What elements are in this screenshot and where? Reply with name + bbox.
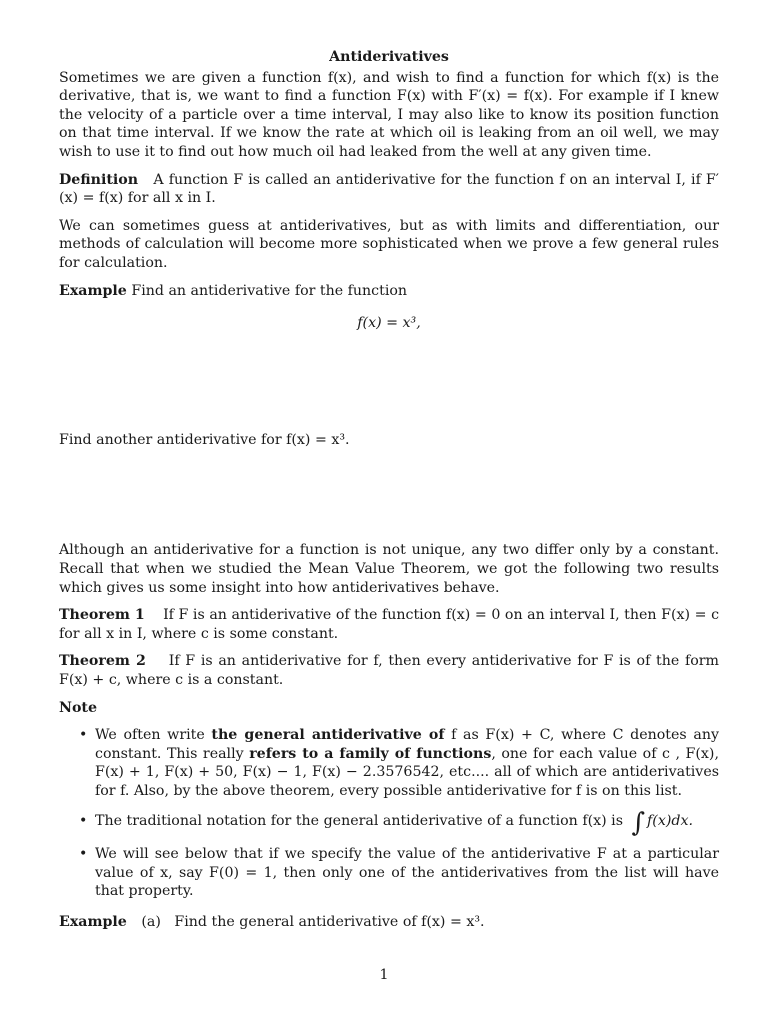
page-number: 1 (379, 967, 389, 983)
theorem-2-text: If F is an antiderivative for f, then every antiderivative for F is of the form F(x) + c, where c is a constant. (59, 653, 720, 688)
theorem-2-label: Theorem 2 (59, 653, 146, 670)
intro-paragraph: Sometimes we are given a function f(x), and wish to find a function for which f(x) is the derivative, that is, we want to find a function F(x) with F′(x) = f(x). For example if I knew the velocity of a particle over a time interval, I may also like to know its position function on that time interval. If we know the rate at which oil is leaking from an oil well, we may wish to use it to find out how much oil had leaked from the well at any given time. (59, 69, 719, 160)
example-2-text: Find the general antiderivative of f(x) = x³. (174, 913, 485, 930)
example-1-label: Example (59, 282, 127, 299)
note-item-initial-value: • We will see below that if we specify the value of the antiderivative F at a particular value of x, say F(0) = 1, then only one of the antiderivatives from the list will have that property. (95, 845, 719, 901)
note-list (59, 726, 719, 901)
example-1-text: Find an antiderivative for the function (131, 282, 408, 299)
note-1-text-c: , one for each value of c , F(x), F(x) + 1, F(x) + 50, F(x) − 1, F(x) − 2.3576542, etc.... all of which are antiderivatives for f. Also, by the above theorem, every possible antiderivative for f is on this list. (95, 745, 719, 799)
note-item-integral-notation (95, 808, 719, 839)
guess-paragraph: We can sometimes guess at antiderivatives, but as with limits and differentiation, our methods of calculation will become more sophisticated when we prove a few general rules for calculation. (59, 217, 719, 271)
example-2-part-a: (a) (141, 913, 161, 930)
example-1-block (59, 282, 719, 301)
definition-label: Definition (59, 171, 139, 188)
note-2-text: The traditional notation for the general antiderivative of a function f(x) is (95, 813, 623, 830)
note-1-text-a: We often write (95, 727, 212, 744)
definition-text: A function F is called an antiderivative for the function f on an interval I, if F′(x) = f(x) for all x in I. (59, 171, 719, 207)
note-1-text-b: f as F(x) + C, where C denotes any constant. This really (95, 727, 719, 762)
note-item-general-antiderivative (95, 726, 719, 800)
although-paragraph: Although an antiderivative for a function is not unique, any two differ only by a constant. Recall that when we studied the Mean Value Theorem, we got the following two results which gives us some insight into how antiderivatives behave. (59, 542, 719, 596)
integrand: f(x)dx. (647, 813, 693, 830)
another-antiderivative-prompt: Find another antiderivative for f(x) = x³. (59, 431, 350, 448)
blank-work-space-1 (59, 333, 719, 431)
document-page (59, 48, 719, 931)
integral-sign: ∫ (631, 808, 646, 839)
theorem-1-label: Theorem 1 (59, 607, 145, 624)
theorem-2-block (59, 652, 719, 689)
definition-block (59, 171, 719, 208)
blank-work-space-2 (59, 449, 719, 541)
example-1-display-equation: f(x) = x³, (357, 315, 421, 332)
theorem-1-text: If F is an antiderivative of the function f(x) = 0 on an interval I, then F(x) = c for all x in I, where c is some constant. (59, 607, 720, 642)
note-heading: Note (59, 700, 98, 717)
note-1-bold-a: the general antiderivative of (211, 727, 445, 744)
theorem-1-block (59, 606, 719, 643)
note-1-bold-b: refers to a family of functions (249, 745, 492, 762)
example-2-block (59, 913, 719, 932)
page-title: Antiderivatives (329, 49, 449, 65)
example-2-label: Example (59, 913, 127, 930)
